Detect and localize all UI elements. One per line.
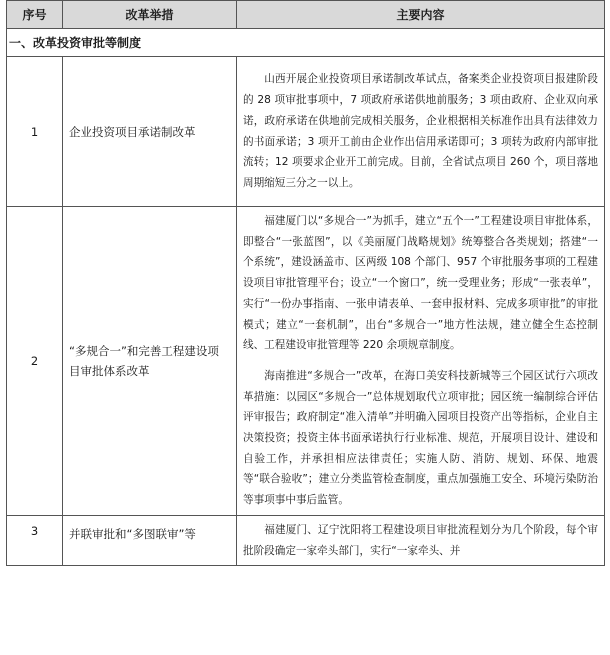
row-measure: “多规合一”和完善工程建设项目审批体系改革 — [63, 207, 237, 516]
content-paragraph: 山西开展企业投资项目承诺制改革试点，备案类企业投资项目报建阶段的 28 项审批事项中，7 项政府承诺供地前服务；3 项由政府、企业双向承诺，政府承诺在供地前完成相关服务，企业根据相关标准作出具有法律效力的书面承诺；3 项开工前由企业作出信用承诺即可；3 项转为政府内部审批流转；12 项要求企业开工前完成。目前，全省试点项目 260 个，项目落地周期缩短三分之一以上。 — [243, 73, 598, 189]
row-content — [237, 207, 605, 516]
row-number: 1 — [7, 57, 63, 207]
section-row — [7, 29, 605, 57]
content-paragraph: 福建厦门以“多规合一”为抓手，建立“五个一”工程建设项目审批体系，即整合“一张蓝图”，以《美丽厦门战略规划》统筹整合各类规划；搭建“一个系统”，建设涵盖市、区两级 108 个部门、957 个审批服务事项的工程建设项目审批管理平台；设立“一个窗口”，统一受理业务；形成“一张表单”，实行“一份办事指南、一张申请表单、一套申报材料、完成多项审批”的审批模式；建立“一套机制”，出台“多规合一”地方性法规，建立健全生态控制线、工程建设审批管理等 220 余项规章制度。 — [243, 215, 598, 352]
header-measure: 改革举措 — [63, 1, 237, 29]
content-paragraph: 海南推进“多规合一”改革，在海口美安科技新城等三个园区试行六项改革措施：以园区“多规合一”总体规划取代立项审批；园区统一编制综合评估评审报告；政府制定“准入清单”并明确入园项目投资产出等指标，企业自主决策投资；投资主体书面承诺执行行业标准、规范，开展项目设计、建设和自验工作，并承担相应法律责任；实施人防、消防、规划、环保、地震等“联合验收”；建立分类监管检查制度，重点加强施工安全、环境污染防治等事项事中事后监管。 — [243, 369, 598, 507]
reform-table — [6, 0, 605, 566]
table-row — [7, 515, 605, 565]
table-header-row — [7, 1, 605, 29]
row-number: 3 — [7, 515, 63, 565]
header-no: 序号 — [7, 1, 63, 29]
row-content — [237, 515, 605, 565]
row-measure: 并联审批和“多图联审”等 — [63, 515, 237, 565]
table-row — [7, 207, 605, 516]
content-paragraph: 福建厦门、辽宁沈阳将工程建设项目审批流程划分为几个阶段，每个审批阶段确定一家牵头部门，实行“一家牵头、并 — [243, 523, 598, 557]
row-content — [237, 57, 605, 207]
row-number: 2 — [7, 207, 63, 516]
table-row — [7, 57, 605, 207]
section-title: 一、改革投资审批等制度 — [7, 29, 605, 57]
row-measure: 企业投资项目承诺制改革 — [63, 57, 237, 207]
header-content: 主要内容 — [237, 1, 605, 29]
